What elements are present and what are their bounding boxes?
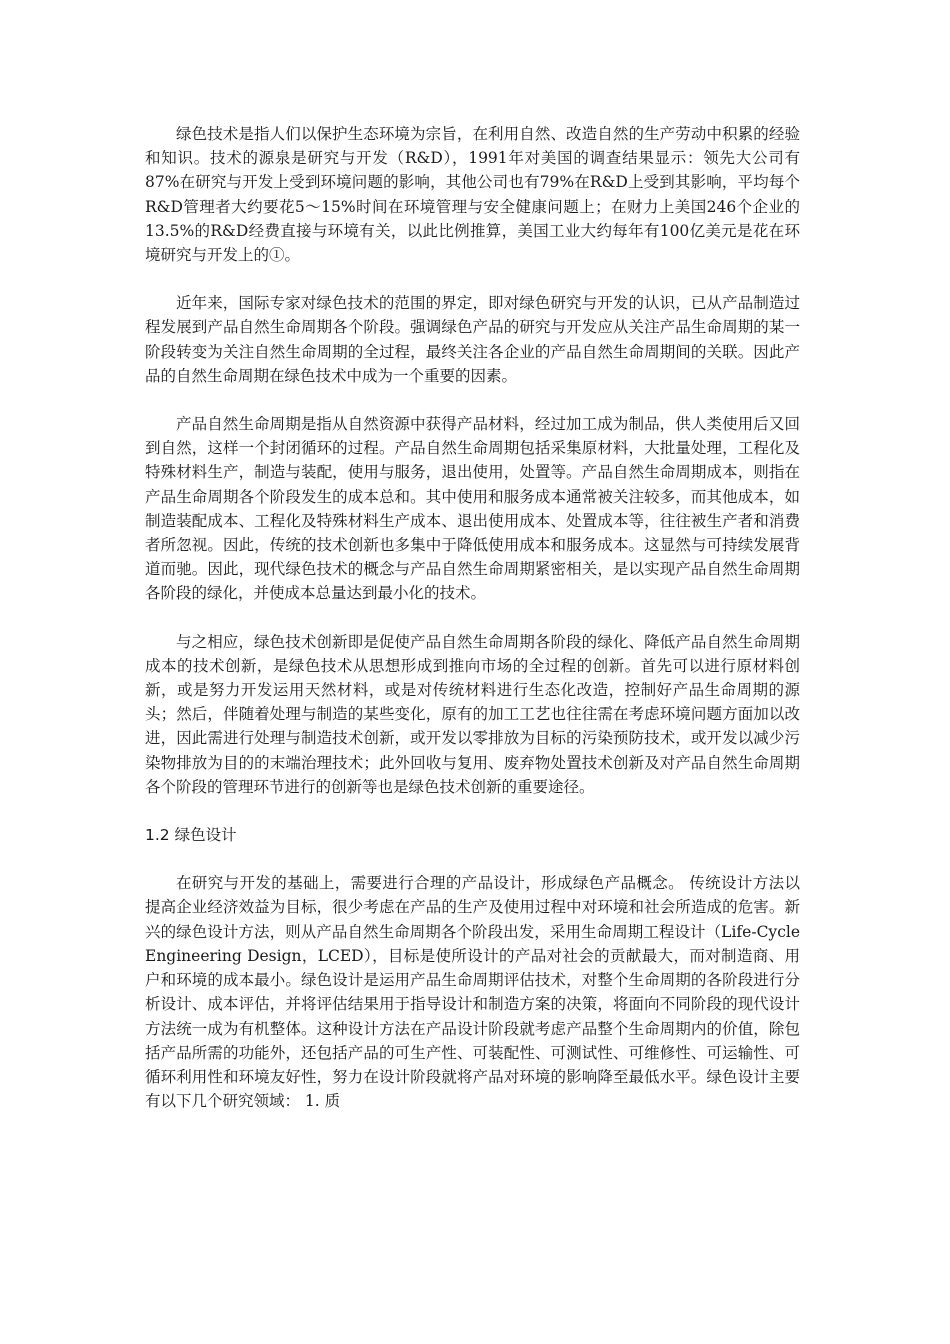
paragraph-green-technology-scope: 近年来，国际专家对绿色技术的范围的界定，即对绿色研究与开发的认识，已从产品制造过程发展到产品自然生命周期各个阶段。强调绿色产品的研究与开发应从关注产品生命周期的某一阶段转变为关注自然生命周期的全过程，最终关注各企业的产品自然生命周期间的关联。因此产品的自然生命周期在绿色技术中成为一个重要的因素。 [145,294,800,385]
paragraph-green-technology-definition: 绿色技术是指人们以保护生态环境为宗旨，在利用自然、改造自然的生产劳动中积累的经验和知识。技术的源泉是研究与开发（R&D），1991年对美国的调查结果显示：领先大公司有87%在研究与开发上受到环境问题的影响，其他公司也有79%在R&D上受到其影响，平均每个R&D管理者大约要花5～15%时间在环境管理与安全健康问题上；在财力上美国246个企业的13.5%的R&D经费直接与环境有关，以此比例推算，美国工业大约每年有100亿美元是花在环境研究与开发上的①。 [145,125,800,265]
paragraph-product-life-cycle: 产品自然生命周期是指从自然资源中获得产品材料，经过加工成为制品，供人类使用后又回到自然，这样一个封闭循环的过程。产品自然生命周期包括采集原材料，大批量处理，工程化及特殊材料生产，制造与装配，使用与服务，退出使用，处置等。产品自然生命周期成本，则指在产品生命周期各个阶段发生的成本总和。其中使用和服务成本通常被关注较多，而其他成本，如制造装配成本、工程化及特殊材料生产成本、退出使用成本、处置成本等，往往被生产者和消费者所忽视。因此，传统的技术创新也多集中于降低使用成本和服务成本。这显然与可持续发展背道而驰。因此，现代绿色技术的概念与产品自然生命周期紧密相关，是以实现产品自然生命周期各阶段的绿化，并使成本总量达到最小化的技术。 [145,415,800,603]
section-heading-green-design: 1.2 绿色设计 [145,826,237,845]
paragraph-green-design: 在研究与开发的基础上，需要进行合理的产品设计，形成绿色产品概念。 传统设计方法以提高企业经济效益为目标，很少考虑在产品的生产及使用过程中对环境和社会所造成的危害。新兴的绿色设计方法，则从产品自然生命周期各个阶段出发，采用生命周期工程设计（Life-Cycle Engineering Design，LCED），目标是使所设计的产品对社会的贡献最大，而对制造商、用户和环境的成本最小。绿色设计是运用产品生命周期评估技术，对整个生命周期的各阶段进行分析设计、成本评估，并将评估结果用于指导设计和制造方案的决策，将面向不同阶段的现代设计方法统一成为有机整体。这种设计方法在产品设计阶段就考虑产品整个生命周期内的价值，除包括产品所需的功能外，还包括产品的可生产性、可装配性、可测试性、可维修性、可运输性、可循环利用性和环境友好性，努力在设计阶段就将产品对环境的影响降至最低水平。绿色设计主要有以下几个研究领域： 1. 质 [145,874,800,1111]
paragraph-green-innovation: 与之相应，绿色技术创新即是促使产品自然生命周期各阶段的绿化、降低产品自然生命周期成本的技术创新，是绿色技术从思想形成到推向市场的全过程的创新。首先可以进行原材料创新，或是努力开发运用天然材料，或是对传统材料进行生态化改造，控制好产品生命周期的源头；然后，伴随着处理与制造的某些变化，原有的加工工艺也往往需在考虑环境问题方面加以改进，因此需进行处理与制造技术创新，或开发以零排放为目标的污染预防技术，或开发以减少污染物排放为目的的末端治理技术；此外回收与复用、废弃物处置技术创新及对产品自然生命周期各个阶段的管理环节进行的创新等也是绿色技术创新的重要途径。 [145,632,800,796]
document-body [145,122,800,1137]
